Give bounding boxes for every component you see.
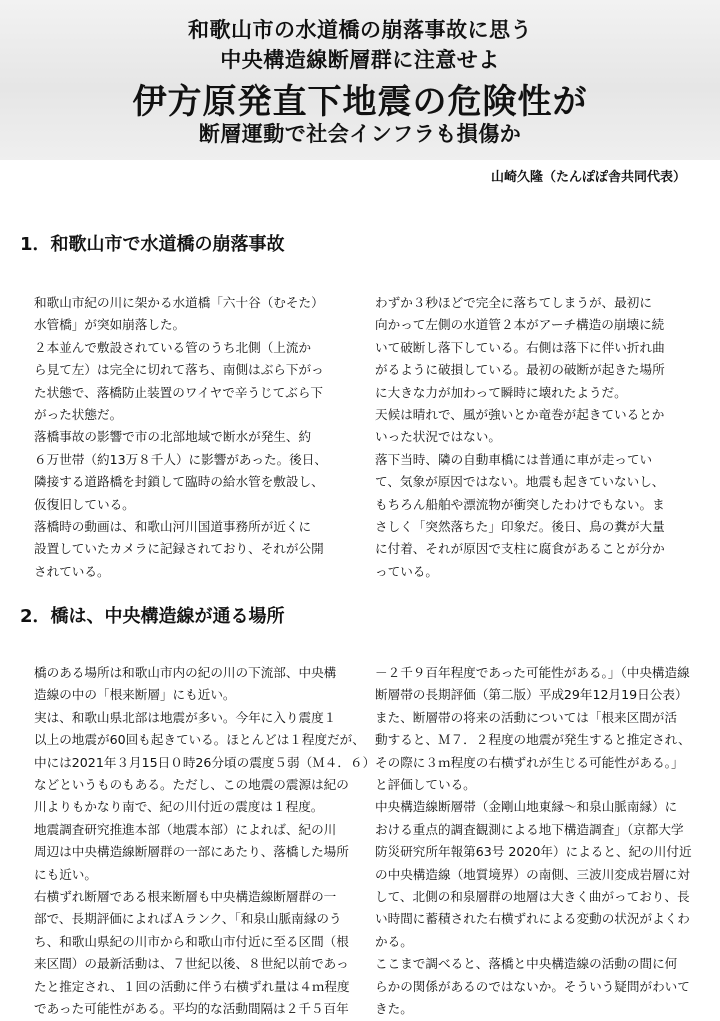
text-line: 動すると、Ｍ７．２程度の地震が発生すると推定され、: [375, 732, 691, 748]
title-line-1: 和歌山市の水道橋の崩落事故に思う: [188, 18, 532, 42]
text-line: 落下当時、隣の自動車橋には普通に車が走ってい: [375, 451, 653, 467]
text-line: 落橋時の動画は、和歌山河川国道事務所が近くに: [34, 519, 312, 535]
text-line: の中央構造線（地質境界）の南側、三波川変成岩層に対: [375, 866, 690, 882]
text-line: ら見て左）は完全に切れて落ち、南側はぶら下がっ: [34, 362, 324, 378]
text-line: 中には2021年３月15日０時26分頃の震度５弱（Ｍ４．６）: [34, 754, 376, 770]
text-line: わずか３秒ほどで完全に落ちてしまうが、最初に: [375, 295, 652, 310]
text-line: 和歌山市紀の川に架かる水道橋「六十谷（むそた）: [34, 295, 324, 310]
section-1-left-column: [34, 292, 359, 583]
text-line: ち、和歌山県紀の川市から和歌山市付近に至る区間（根: [34, 933, 349, 949]
text-line: た状態で、落橋防止装置のワイヤで辛うじてぶら下: [34, 384, 324, 400]
text-line: して、北側の和泉層群の地層は大きく曲がっており、長: [375, 889, 690, 905]
text-line: －２千９百年程度であった可能性がある。」（中央構造線: [375, 665, 690, 680]
text-line: ここまで調べると、落橋と中央構造線の活動の間に何: [375, 956, 678, 972]
text-line: 水管橋」が突如崩落した。: [34, 317, 186, 333]
subtitle: 断層運動で社会インフラも損傷か: [198, 122, 522, 146]
author-byline: 山崎久隆（たんぽぽ舎共同代表）: [490, 170, 686, 185]
text-line: らかの関係があるのではないか。そういう疑問がわいて: [375, 978, 690, 994]
text-line: がった状態だ。: [34, 407, 123, 423]
text-line: 隣接する道路橋を封鎖して臨時の給水管を敷設し、: [34, 474, 324, 490]
text-line: がるように破損している。最初の破断が起きた場所: [375, 362, 665, 378]
section-2-right-column: [375, 662, 700, 1021]
text-line: て、気象が原因ではない。地震も起きていないし、: [375, 474, 665, 490]
text-line: にも近い。: [34, 866, 97, 882]
text-line: っている。: [375, 563, 438, 579]
text-line: に大きな力が加わって瞬時に壊れたようだ。: [375, 384, 627, 400]
section-2-heading: 2．橋は、中央構造線が通る場所: [20, 606, 285, 627]
text-line: 造線の中の「根来断層」にも近い。: [34, 687, 236, 703]
text-line: 右横ずれ断層である根来断層も中央構造線断層群の一: [34, 889, 337, 905]
text-line: 川よりもかなり南で、紀の川付近の震度は１程度。: [34, 799, 324, 815]
text-line: もちろん船舶や漂流物が衝突したわけでもない。ま: [375, 496, 665, 512]
text-line: ６万世帯（約13万８千人）に影響があった。後日、: [34, 451, 327, 467]
text-line: い時間に蓄積された右横ずれによる変動の状況がよくわ: [375, 911, 690, 927]
text-line: きた。: [375, 1001, 413, 1017]
article-header: [0, 0, 720, 160]
text-line: おける重点的調査観測による地下構造調査」（京都大学: [375, 821, 684, 837]
text-line: 中央構造線断層帯（金剛山地東縁～和泉山脈南縁）に: [375, 799, 678, 815]
text-line: 部で、長期評価によればＡランク、「和泉山脈南縁のう: [34, 911, 342, 927]
text-line: 以上の地震が60回も起きている。ほとんどは１程度だが、: [34, 732, 365, 748]
text-line: いった状況ではない。: [375, 429, 501, 445]
text-line: 向かって左側の水道管２本がアーチ構造の崩壊に続: [375, 317, 665, 333]
text-line: たと推定され、１回の活動に伴う右横ずれ量は４ｍ程度: [34, 978, 350, 994]
text-line: と評価している。: [375, 777, 476, 793]
text-line: されている。: [34, 563, 110, 579]
text-line: 橋のある場所は和歌山市内の紀の川の下流部、中央構: [34, 665, 337, 680]
main-title: 伊方原発直下地震の危険性が: [132, 82, 588, 122]
text-line: 断層帯の長期評価（第二版）平成29年12月19日公表）: [375, 687, 688, 703]
section-1-heading: 1．和歌山市で水道橋の崩落事故: [20, 234, 285, 255]
title-line-2: 中央構造線断層群に注意せよ: [220, 48, 500, 72]
text-line: かる。: [375, 933, 413, 949]
section-2-left-column: [34, 662, 376, 1021]
text-line: ２本並んで敷設されている管のうち北側（上流か: [34, 339, 312, 355]
text-line: 実は、和歌山県北部は地震が多い。今年に入り震度１: [34, 709, 337, 725]
text-line: に付着、それが原因で支柱に腐食があることが分か: [375, 541, 665, 557]
text-line: 周辺は中央構造線断層群の一部にあたり、落橋した場所: [34, 844, 349, 860]
text-line: などというものもある。ただし、この地震の震源は紀の: [34, 777, 349, 793]
text-line: 設置していたカメラに記録されており、それが公開: [34, 541, 324, 557]
text-line: 落橋事故の影響で市の北部地域で断水が発生、約: [34, 429, 312, 445]
text-line: 天候は晴れで、風が強いとか竜巻が起きているとか: [375, 407, 665, 423]
text-line: その際に３ｍ程度の右横ずれが生じる可能性がある。」: [375, 754, 684, 770]
text-line: いて破断し落下している。右側は落下に伴い折れ曲: [375, 339, 665, 355]
section-1-right-column: [375, 292, 700, 583]
text-line: であった可能性がある。平均的な活動間隔は２千５百年: [34, 1001, 349, 1017]
text-line: 来区間）の最新活動は、７世紀以後、８世紀以前であっ: [34, 956, 349, 972]
text-line: 地震調査研究推進本部（地震本部）によれば、紀の川: [34, 821, 337, 837]
text-line: また、断層帯の将来の活動については「根来区間が活: [375, 709, 677, 725]
text-line: さしく「突然落ちた」印象だ。後日、鳥の糞が大量: [375, 519, 665, 535]
text-line: 仮復旧している。: [34, 496, 135, 512]
text-line: 防災研究所年報第63号 2020年）によると、紀の川付近: [375, 844, 692, 860]
